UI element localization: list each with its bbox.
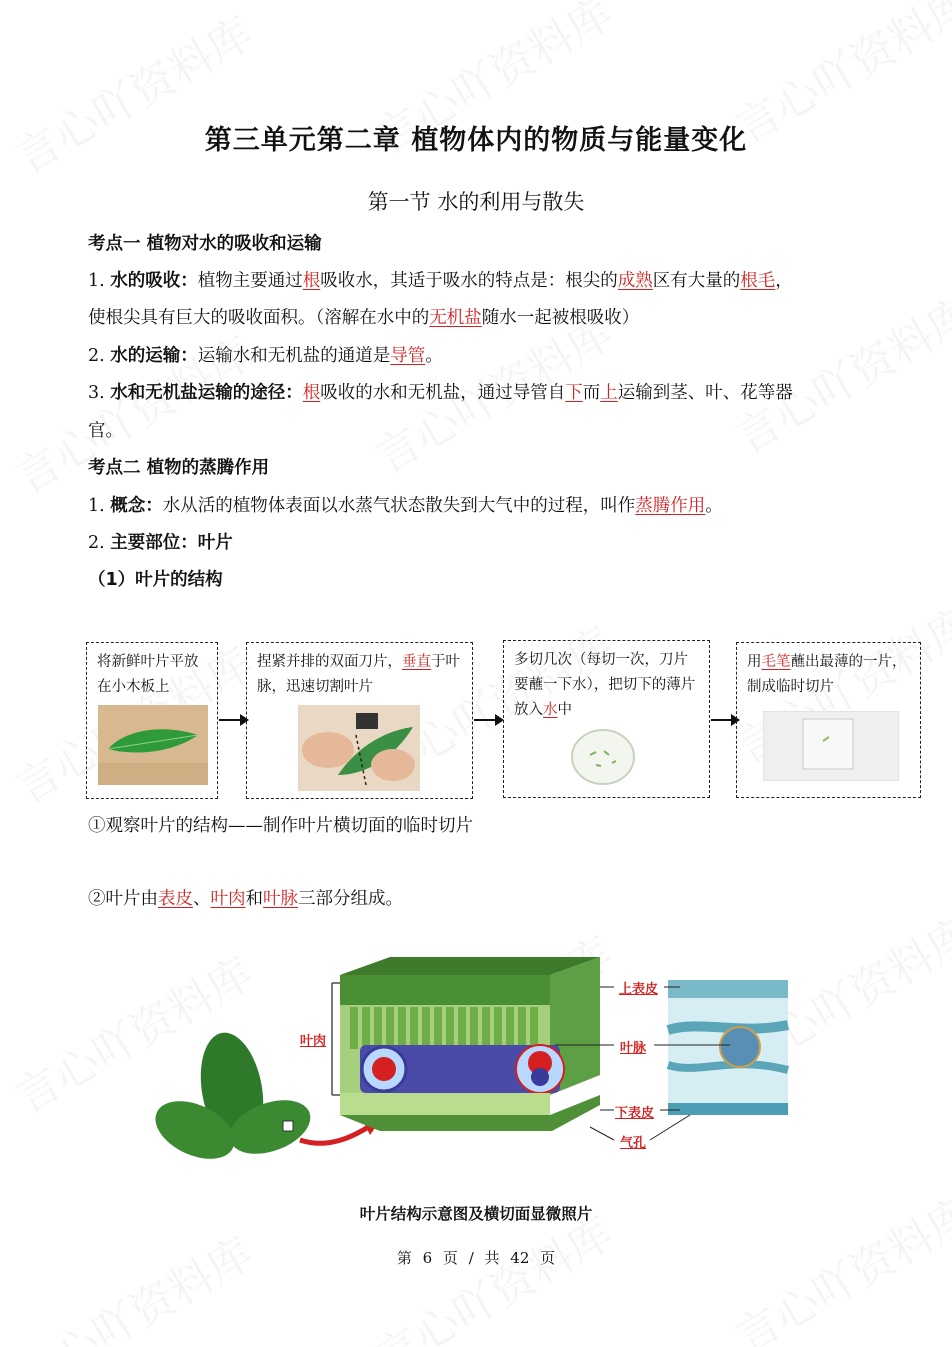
leaf-on-board-photo — [98, 705, 208, 785]
text: ， — [775, 271, 793, 291]
watermark — [2, 0, 263, 186]
text: 区有大量的 — [652, 271, 741, 291]
page-number: 第 6 页 / 共 42 页 — [396, 1249, 556, 1267]
step-text-2 — [257, 650, 462, 700]
answer: 无机盐 — [429, 308, 482, 328]
text: 吸收水，其适于吸水的特点是：根尖的 — [320, 271, 618, 291]
arrow-icon — [219, 719, 247, 721]
answer: 上 — [600, 383, 618, 403]
step-box-3 — [503, 640, 710, 798]
answer: 成熟 — [617, 271, 653, 291]
clover-leaf-icon — [146, 1028, 317, 1171]
answer: 表皮 — [158, 889, 193, 909]
answer: 下 — [565, 383, 583, 403]
step-text-4 — [747, 650, 910, 700]
text: 3. — [88, 383, 111, 403]
kp1-line3 — [88, 338, 868, 375]
leaf-block-diagram — [332, 957, 600, 1131]
answer: 垂直 — [402, 654, 431, 670]
page-title: 第三单元第二章 植物体内的物质与能量变化 — [204, 125, 748, 156]
cutting-leaf-photo — [298, 705, 420, 791]
kp1-line4 — [88, 375, 868, 412]
label-vein: 叶脉 — [620, 1041, 647, 1056]
answer: 蒸腾作用 — [635, 496, 706, 516]
figure-caption: 叶片结构示意图及横切面显微照片 — [359, 1205, 593, 1223]
text: 捏紧并排的双面刀片， — [257, 654, 402, 670]
term: 概念： — [110, 496, 163, 516]
text: 和 — [245, 889, 263, 909]
text: 1. — [88, 496, 111, 516]
answer: 叶肉 — [210, 889, 246, 909]
note-2 — [88, 881, 868, 918]
step-text-3 — [514, 648, 699, 723]
kp1-line5: 官。 — [88, 421, 123, 441]
arrow-icon — [474, 719, 502, 721]
answer: 根毛 — [740, 271, 776, 291]
kp2-heading: 考点二 植物的蒸腾作用 — [88, 458, 270, 478]
text: 用 — [747, 654, 762, 670]
text: 水从活的植物体表面以水蒸气状态散失到大气中的过程，叫作 — [162, 496, 636, 516]
answer: 根 — [302, 383, 321, 403]
label-upper-epidermis: 上表皮 — [619, 982, 659, 997]
text: 多切几次（每切一次，刀片要蘸一下水），把切下的薄片放入 — [514, 652, 696, 718]
answer: 叶脉 — [263, 889, 298, 909]
text: 。 — [425, 346, 443, 366]
label-lower-epidermis: 下表皮 — [615, 1106, 655, 1121]
answer: 根 — [302, 271, 321, 291]
text: 运输水和无机盐的通道是 — [197, 346, 391, 366]
step-box-1 — [86, 642, 218, 799]
text: 2. — [88, 533, 111, 553]
text: 1. — [88, 271, 111, 291]
kp1-heading: 考点一 植物对水的吸收和运输 — [88, 234, 322, 254]
text: 吸收的水和无机盐，通过导管自 — [320, 383, 566, 403]
text: 植物主要通过 — [197, 271, 303, 291]
text: 中 — [557, 702, 572, 718]
step-box-4 — [736, 642, 921, 798]
cross-section-micrograph — [668, 980, 788, 1115]
pointer-arrow-icon — [300, 1125, 372, 1143]
term: 水和无机盐运输的途径： — [110, 383, 303, 403]
kp2-line3: （1）叶片的结构 — [88, 570, 223, 590]
text: 而 — [582, 383, 601, 403]
arrow-icon — [711, 719, 738, 721]
kp2-line1 — [88, 488, 868, 525]
step-box-2 — [246, 642, 473, 799]
answer: 水 — [543, 702, 558, 718]
kp2-line2 — [88, 525, 868, 562]
watermark — [2, 1218, 263, 1347]
term: 主要部位：叶片 — [110, 533, 233, 553]
text: 、 — [193, 889, 211, 909]
leaf-structure-figure — [0, 935, 952, 1195]
text: ②叶片由 — [88, 889, 158, 909]
text: 运输到茎、叶、花等器 — [617, 383, 793, 403]
term: 水的运输： — [110, 346, 198, 366]
term: 水的吸收： — [110, 271, 198, 291]
label-stoma: 气孔 — [620, 1136, 647, 1151]
text: 2. — [88, 346, 111, 366]
kp1-line1 — [88, 263, 868, 300]
answer: 毛笔 — [761, 654, 791, 670]
petri-dish-photo — [568, 725, 638, 789]
step-text-1: 将新鲜叶片平放在小木板上 — [97, 654, 199, 695]
text: 于叶脉，迅速切割叶片 — [257, 654, 460, 695]
text: 使根尖具有巨大的吸收面积。（溶解在水中的 — [88, 308, 430, 328]
text: 蘸出最薄的一片，制成临时切片 — [747, 654, 907, 695]
text: 三部分组成。 — [298, 889, 403, 909]
kp1-line2 — [88, 300, 868, 337]
answer: 导管 — [390, 346, 426, 366]
text: 。 — [705, 496, 723, 516]
label-mesophyll: 叶肉 — [300, 1034, 327, 1049]
text: 随水一起被根吸收） — [481, 308, 640, 328]
slide-photo — [763, 711, 899, 781]
note-1: ①观察叶片的结构——制作叶片横切面的临时切片 — [88, 816, 473, 836]
section-title: 第一节 水的利用与散失 — [367, 190, 585, 214]
